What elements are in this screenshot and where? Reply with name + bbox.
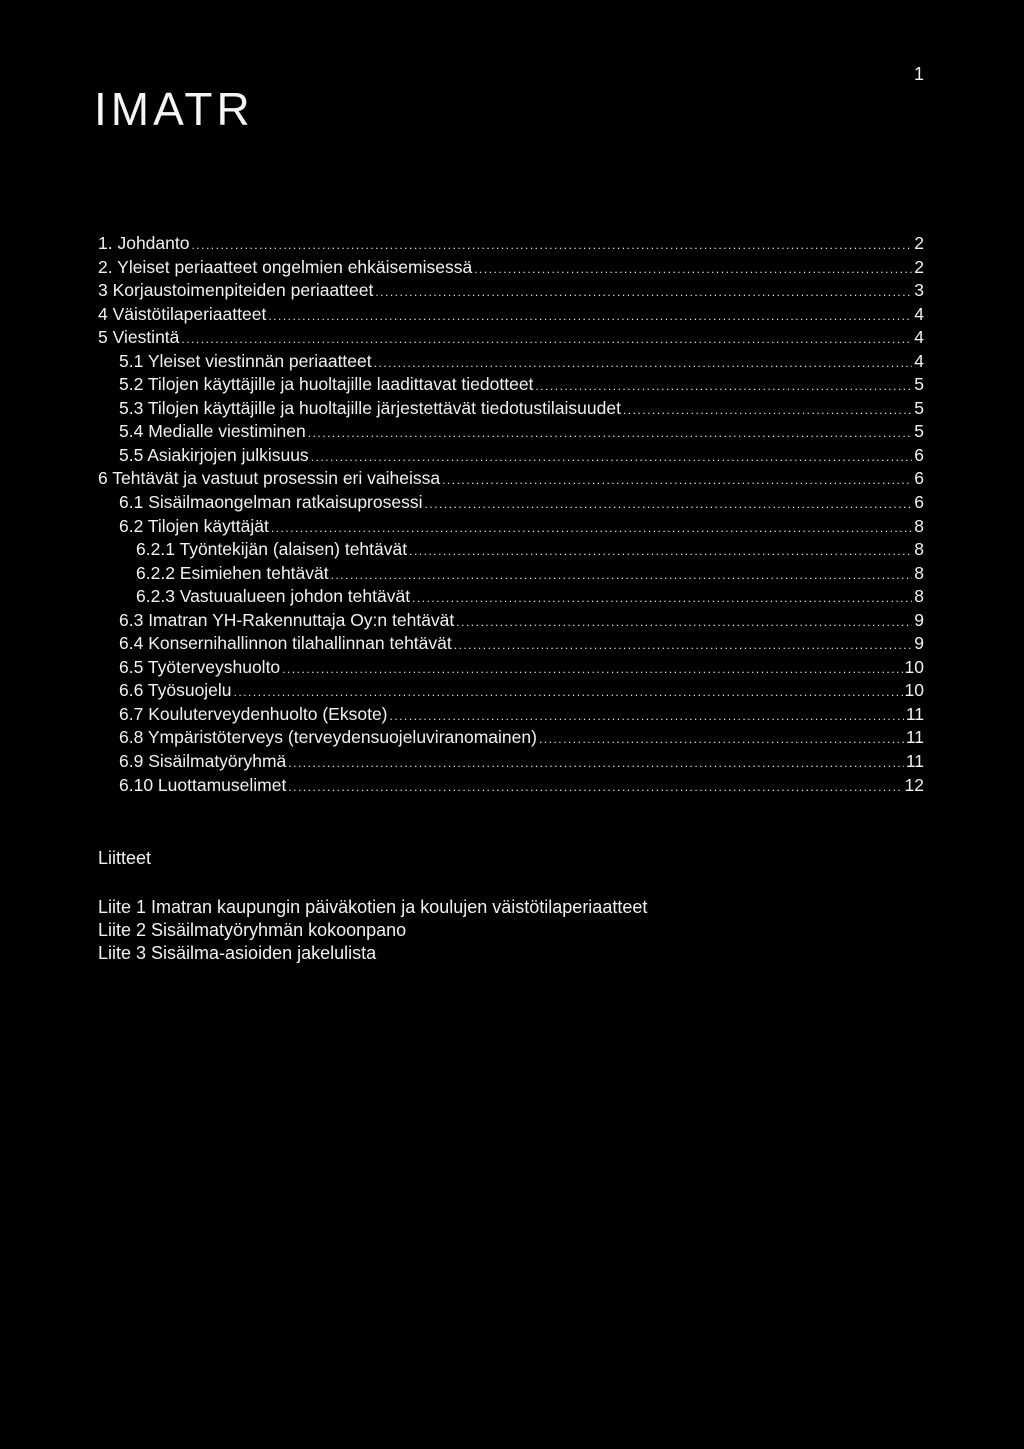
toc-entry-page: 10 [904, 680, 924, 701]
toc-dot-leader [456, 611, 912, 633]
toc-entry-page: 11 [905, 703, 924, 724]
toc-entry-title: 4 Väistötilaperiaatteet [98, 303, 267, 324]
toc-entry-title: 5.3 Tilojen käyttäjille ja huoltajille järjestettävät tiedotustilaisuudet [119, 397, 621, 418]
toc-entry-page: 4 [914, 303, 924, 324]
toc-dot-leader [442, 469, 912, 491]
toc-entry-title: 6.2.1 Työntekijän (alaisen) tehtävät [136, 539, 408, 560]
toc-entry-page: 5 [914, 374, 924, 395]
toc-entry-title: 6.2 Tilojen käyttäjät [119, 515, 269, 536]
toc-entry-page: 6 [914, 444, 924, 465]
toc-dot-leader [234, 681, 903, 703]
logo-text: IMATR [94, 83, 254, 135]
toc-entry[interactable] [98, 397, 924, 421]
toc-entry-title: 2. Yleiset periaatteet ongelmien ehkäisemisessä [98, 256, 473, 277]
toc-entry[interactable] [98, 279, 924, 303]
toc-dot-leader [535, 375, 912, 397]
toc-entry-page: 5 [914, 397, 924, 418]
toc-entry-page: 12 [904, 774, 924, 795]
toc-entry-title: 6.8 Ympäristöterveys (terveydensuojeluviranomainen) [119, 727, 537, 748]
toc-entry-title: 1. Johdanto [98, 233, 190, 253]
toc-entry-title: 3 Korjaustoimenpiteiden periaatteet [98, 280, 374, 301]
appendix-item: Liite 2 Sisäilmatyöryhmän kokoonpano [98, 920, 407, 940]
toc-dot-leader [412, 587, 912, 609]
toc-entry-page: 11 [905, 727, 924, 748]
toc-dot-leader [308, 422, 913, 444]
toc-entry-page: 8 [914, 515, 924, 536]
toc-entry-page: 9 [914, 609, 924, 630]
toc-entry[interactable] [98, 726, 924, 750]
toc-entry-title: 5.4 Medialle viestiminen [119, 421, 306, 442]
toc-entry-title: 6.2.2 Esimiehen tehtävät [136, 562, 329, 583]
toc-entry-page: 11 [905, 751, 924, 772]
appendix-list [98, 896, 938, 965]
toc-dot-leader [181, 328, 912, 350]
toc-dot-leader [268, 305, 912, 327]
toc-dot-leader [623, 399, 912, 421]
toc-entry[interactable] [98, 350, 924, 374]
toc-entry-title: 5.1 Yleiset viestinnän periaatteet [119, 350, 372, 371]
toc-dot-leader [539, 728, 904, 750]
toc-entry[interactable] [98, 585, 924, 609]
toc-entry-title: 5 Viestintä [98, 327, 180, 348]
toc-dot-leader [390, 705, 904, 727]
toc-dot-leader [191, 234, 912, 256]
toc-entry-page: 6 [914, 492, 924, 513]
toc-dot-leader [288, 752, 904, 774]
toc-dot-leader [374, 352, 913, 374]
toc-entry-page: 2 [914, 233, 924, 253]
toc-entry[interactable] [98, 632, 924, 656]
appendix-item: Liite 1 Imatran kaupungin päiväkotien ja koulujen väistötilaperiaatteet [98, 897, 648, 917]
appendix-item: Liite 3 Sisäilma-asioiden jakelulista [98, 943, 377, 963]
toc-entry-page: 10 [904, 656, 924, 677]
toc-dot-leader [311, 446, 913, 468]
toc-entry[interactable] [98, 444, 924, 468]
toc-dot-leader [271, 517, 912, 539]
toc-entry-title: 5.5 Asiakirjojen julkisuus [119, 444, 309, 465]
toc-entry[interactable] [98, 609, 924, 633]
toc-entry-page: 6 [914, 468, 924, 489]
toc-entry-title: 6.4 Konsernihallinnon tilahallinnan tehtävät [119, 633, 452, 654]
toc-entry-title: 5.2 Tilojen käyttäjille ja huoltajille laadittavat tiedotteet [119, 374, 534, 395]
toc-entry-title: 6 Tehtävät ja vastuut prosessin eri vaiheissa [98, 468, 441, 489]
toc-entry-page: 8 [914, 539, 924, 560]
toc-entry[interactable] [98, 326, 924, 350]
toc-entry[interactable] [98, 420, 924, 444]
toc-entry-title: 6.10 Luottamuselimet [119, 774, 287, 795]
toc-entry-title: 6.3 Imatran YH-Rakennuttaja Oy:n tehtävät [119, 609, 455, 630]
table-of-contents [98, 232, 924, 797]
toc-entry-title: 6.1 Sisäilmaongelman ratkaisuprosessi [119, 492, 423, 513]
toc-entry[interactable] [98, 303, 924, 327]
toc-entry-page: 4 [914, 327, 924, 348]
toc-entry[interactable] [98, 703, 924, 727]
toc-entry-page: 4 [914, 350, 924, 371]
toc-entry[interactable] [98, 750, 924, 774]
toc-entry-title: 6.2.3 Vastuualueen johdon tehtävät [136, 586, 411, 607]
toc-entry[interactable] [98, 774, 924, 798]
appendix-heading: Liitteet [98, 848, 152, 868]
toc-dot-leader [409, 540, 912, 562]
toc-dot-leader [375, 281, 912, 303]
toc-entry[interactable] [98, 679, 924, 703]
toc-dot-leader [454, 634, 913, 656]
toc-dot-leader [282, 658, 902, 680]
toc-entry-page: 5 [914, 421, 924, 442]
toc-entry-page: 9 [914, 633, 924, 654]
toc-entry[interactable] [98, 373, 924, 397]
toc-entry[interactable] [98, 562, 924, 586]
toc-dot-leader [288, 776, 902, 798]
toc-entry-page: 2 [914, 256, 924, 277]
toc-entry[interactable] [98, 256, 924, 280]
toc-entry-title: 6.7 Kouluterveydenhuolto (Eksote) [119, 703, 388, 724]
toc-entry[interactable] [98, 467, 924, 491]
toc-entry-page: 8 [914, 562, 924, 583]
toc-entry-title: 6.9 Sisäilmatyöryhmä [119, 751, 287, 772]
page-number: 1 [913, 64, 924, 84]
toc-dot-leader [424, 493, 912, 515]
toc-entry-title: 6.6 Työsuojelu [119, 680, 232, 701]
toc-dot-leader [331, 564, 913, 586]
toc-dot-leader [474, 258, 912, 280]
toc-entry[interactable] [98, 515, 924, 539]
toc-entry-title: 6.5 Työterveyshuolto [119, 656, 281, 677]
toc-entry[interactable] [98, 538, 924, 562]
toc-entry-page: 8 [914, 586, 924, 607]
toc-entry[interactable] [98, 491, 924, 515]
toc-entry-page: 3 [914, 280, 924, 301]
toc-entry[interactable] [98, 232, 924, 256]
toc-entry[interactable] [98, 656, 924, 680]
